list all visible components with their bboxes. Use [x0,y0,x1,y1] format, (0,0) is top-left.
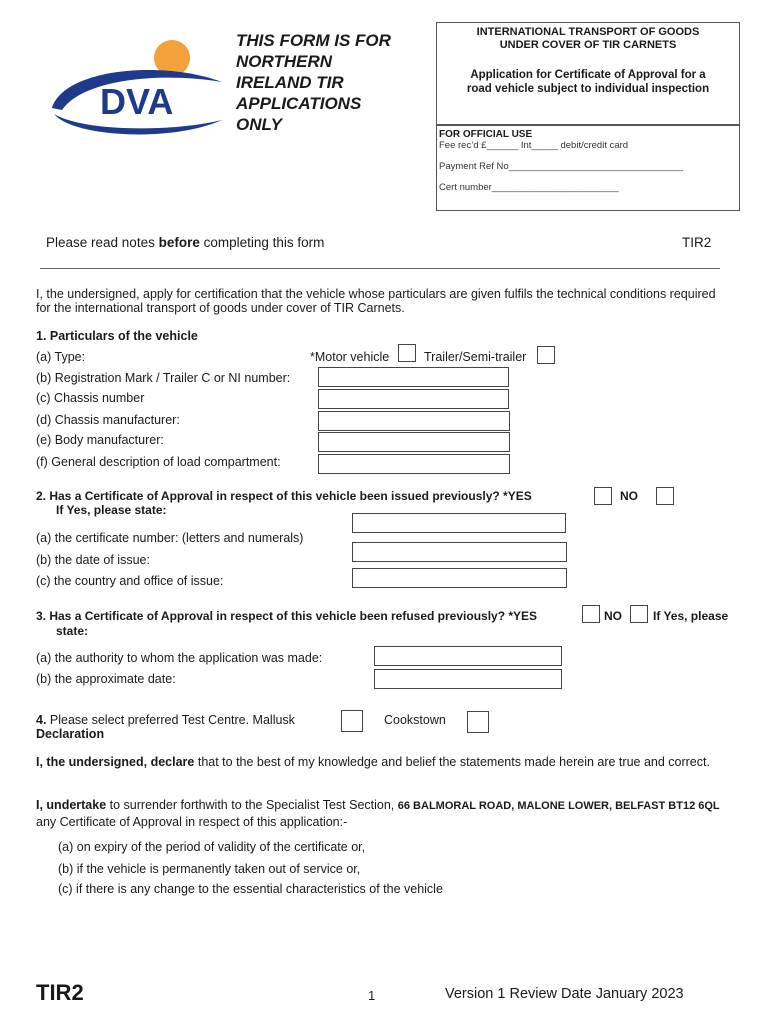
declaration-heading: Declaration [36,727,105,741]
official-use-heading: FOR OFFICIAL USE [439,129,533,140]
form-title-line: INTERNATIONAL TRANSPORT OF GOODS [476,26,700,38]
footer-form-code: TIR2 [36,980,84,1005]
authority-field[interactable] [374,646,562,666]
undertake-mid: to surrender forthwith to the Specialist Test Section, [106,798,398,812]
section2-yes-checkbox[interactable] [594,487,612,505]
declare-rest: that to the best of my knowledge and belief the statements made herein are true and correct. [194,755,710,769]
mallusk-checkbox[interactable] [341,710,363,732]
form-title-line: UNDER COVER OF TIR CARNETS [499,39,677,51]
authority-label: (a) the authority to whom the application was made: [36,651,323,665]
section3-yes-checkbox[interactable] [582,605,600,623]
test-section-address: 66 BALMORAL ROAD, MALONE LOWER, BELFAST BT12 6QL [397,800,720,812]
registration-label: (b) Registration Mark / Trailer C or NI number: [36,371,291,385]
read-notes-pre: Please read notes [46,235,159,250]
declare-statement [36,755,716,769]
vehicle-type-label: (a) Type: [36,350,86,364]
section3-ifyes-label: If Yes, please [653,609,729,623]
read-notes-bold: before [158,235,200,250]
divider [40,268,720,269]
section4-label: Please select preferred Test Centre. Mallusk [46,713,295,727]
section1-heading: 1. Particulars of the vehicle [36,329,198,343]
cookstown-checkbox[interactable] [467,711,489,733]
issue-country-field[interactable] [352,568,567,588]
undertaking-item: (c) if there is any change to the essential characteristics of the vehicle [58,882,443,896]
read-notes-post: completing this form [199,235,325,250]
chassis-manufacturer-field[interactable] [318,411,510,431]
form-subtitle-line: road vehicle subject to individual inspection [466,83,710,95]
declare-bold: I, the undersigned, declare [36,755,195,769]
read-notes-instruction [46,235,324,250]
section4-line [36,713,295,727]
page-number: 1 [368,988,376,1003]
notice-line: THIS FORM IS FOR [236,31,391,50]
section4-number: 4. [36,713,47,727]
official-fee-line: Fee rec’d £______ Int_____ debit/credit card [439,140,629,151]
registration-field[interactable] [318,367,509,387]
undertake-end: any Certificate of Approval in respect of this application:- [36,815,348,829]
dva-logo-graphic [44,34,229,144]
version-text: Version 1 Review Date January 2023 [445,986,684,1002]
approx-date-label: (b) the approximate date: [36,672,176,686]
notice-line: IRELAND TIR [236,73,344,92]
body-manufacturer-field[interactable] [318,432,510,452]
approx-date-field[interactable] [374,669,562,689]
section2-heading: 2. Has a Certificate of Approval in respect of this vehicle been issued previously? *YES [36,489,532,503]
official-use-box [436,124,740,211]
form-title-box [436,22,740,126]
load-compartment-field[interactable] [318,454,510,474]
undertake-statement [36,797,726,830]
section2-subheading: If Yes, please state: [56,503,167,517]
issue-date-field[interactable] [352,542,567,562]
section2-no-checkbox[interactable] [656,487,674,505]
certificate-number-label: (a) the certificate number: (letters and numerals) [36,531,304,545]
northern-ireland-notice [236,30,426,135]
section3-heading: 3. Has a Certificate of Approval in respect of this vehicle been refused previously? *YES [36,609,538,623]
section3-no-label: NO [604,609,622,623]
section2-no-label: NO [620,489,638,503]
dva-logo [44,34,229,144]
section3-state-label: state: [56,624,89,638]
undertaking-item: (a) on expiry of the period of validity of the certificate or, [58,840,366,854]
motor-vehicle-checkbox[interactable] [398,344,416,362]
notice-line: APPLICATIONS [236,94,362,113]
undertake-bold: I, undertake [36,798,107,812]
logo-text: DVA [100,81,174,122]
notice-line: ONLY [236,115,282,134]
certificate-number-field[interactable] [352,513,566,533]
trailer-checkbox[interactable] [537,346,555,364]
undertaking-item: (b) if the vehicle is permanently taken out of service or, [58,862,361,876]
issue-country-label: (c) the country and office of issue: [36,574,224,588]
notice-line: NORTHERN [236,52,333,71]
form-subtitle-line: Application for Certificate of Approval for a [470,69,706,81]
load-compartment-label: (f) General description of load compartment: [36,455,281,469]
cookstown-label: Cookstown [384,713,446,727]
chassis-number-field[interactable] [318,389,509,409]
section3-no-checkbox[interactable] [630,605,648,623]
chassis-manufacturer-label: (d) Chassis manufacturer: [36,413,180,427]
official-cert-line: Cert number________________________ [439,182,619,193]
chassis-number-label: (c) Chassis number [36,391,145,405]
official-payment-line: Payment Ref No_________________________________ [439,161,684,172]
applicant-statement: I, the undersigned, apply for certification that the vehicle whose particulars are given fulfils the technical conditions required for the international transport of goods under cover of TIR Carnets. [36,287,716,315]
issue-date-label: (b) the date of issue: [36,553,150,567]
trailer-label: Trailer/Semi-trailer [424,350,527,364]
body-manufacturer-label: (e) Body manufacturer: [36,433,164,447]
form-code: TIR2 [682,235,712,250]
motor-vehicle-label: *Motor vehicle [310,350,390,364]
